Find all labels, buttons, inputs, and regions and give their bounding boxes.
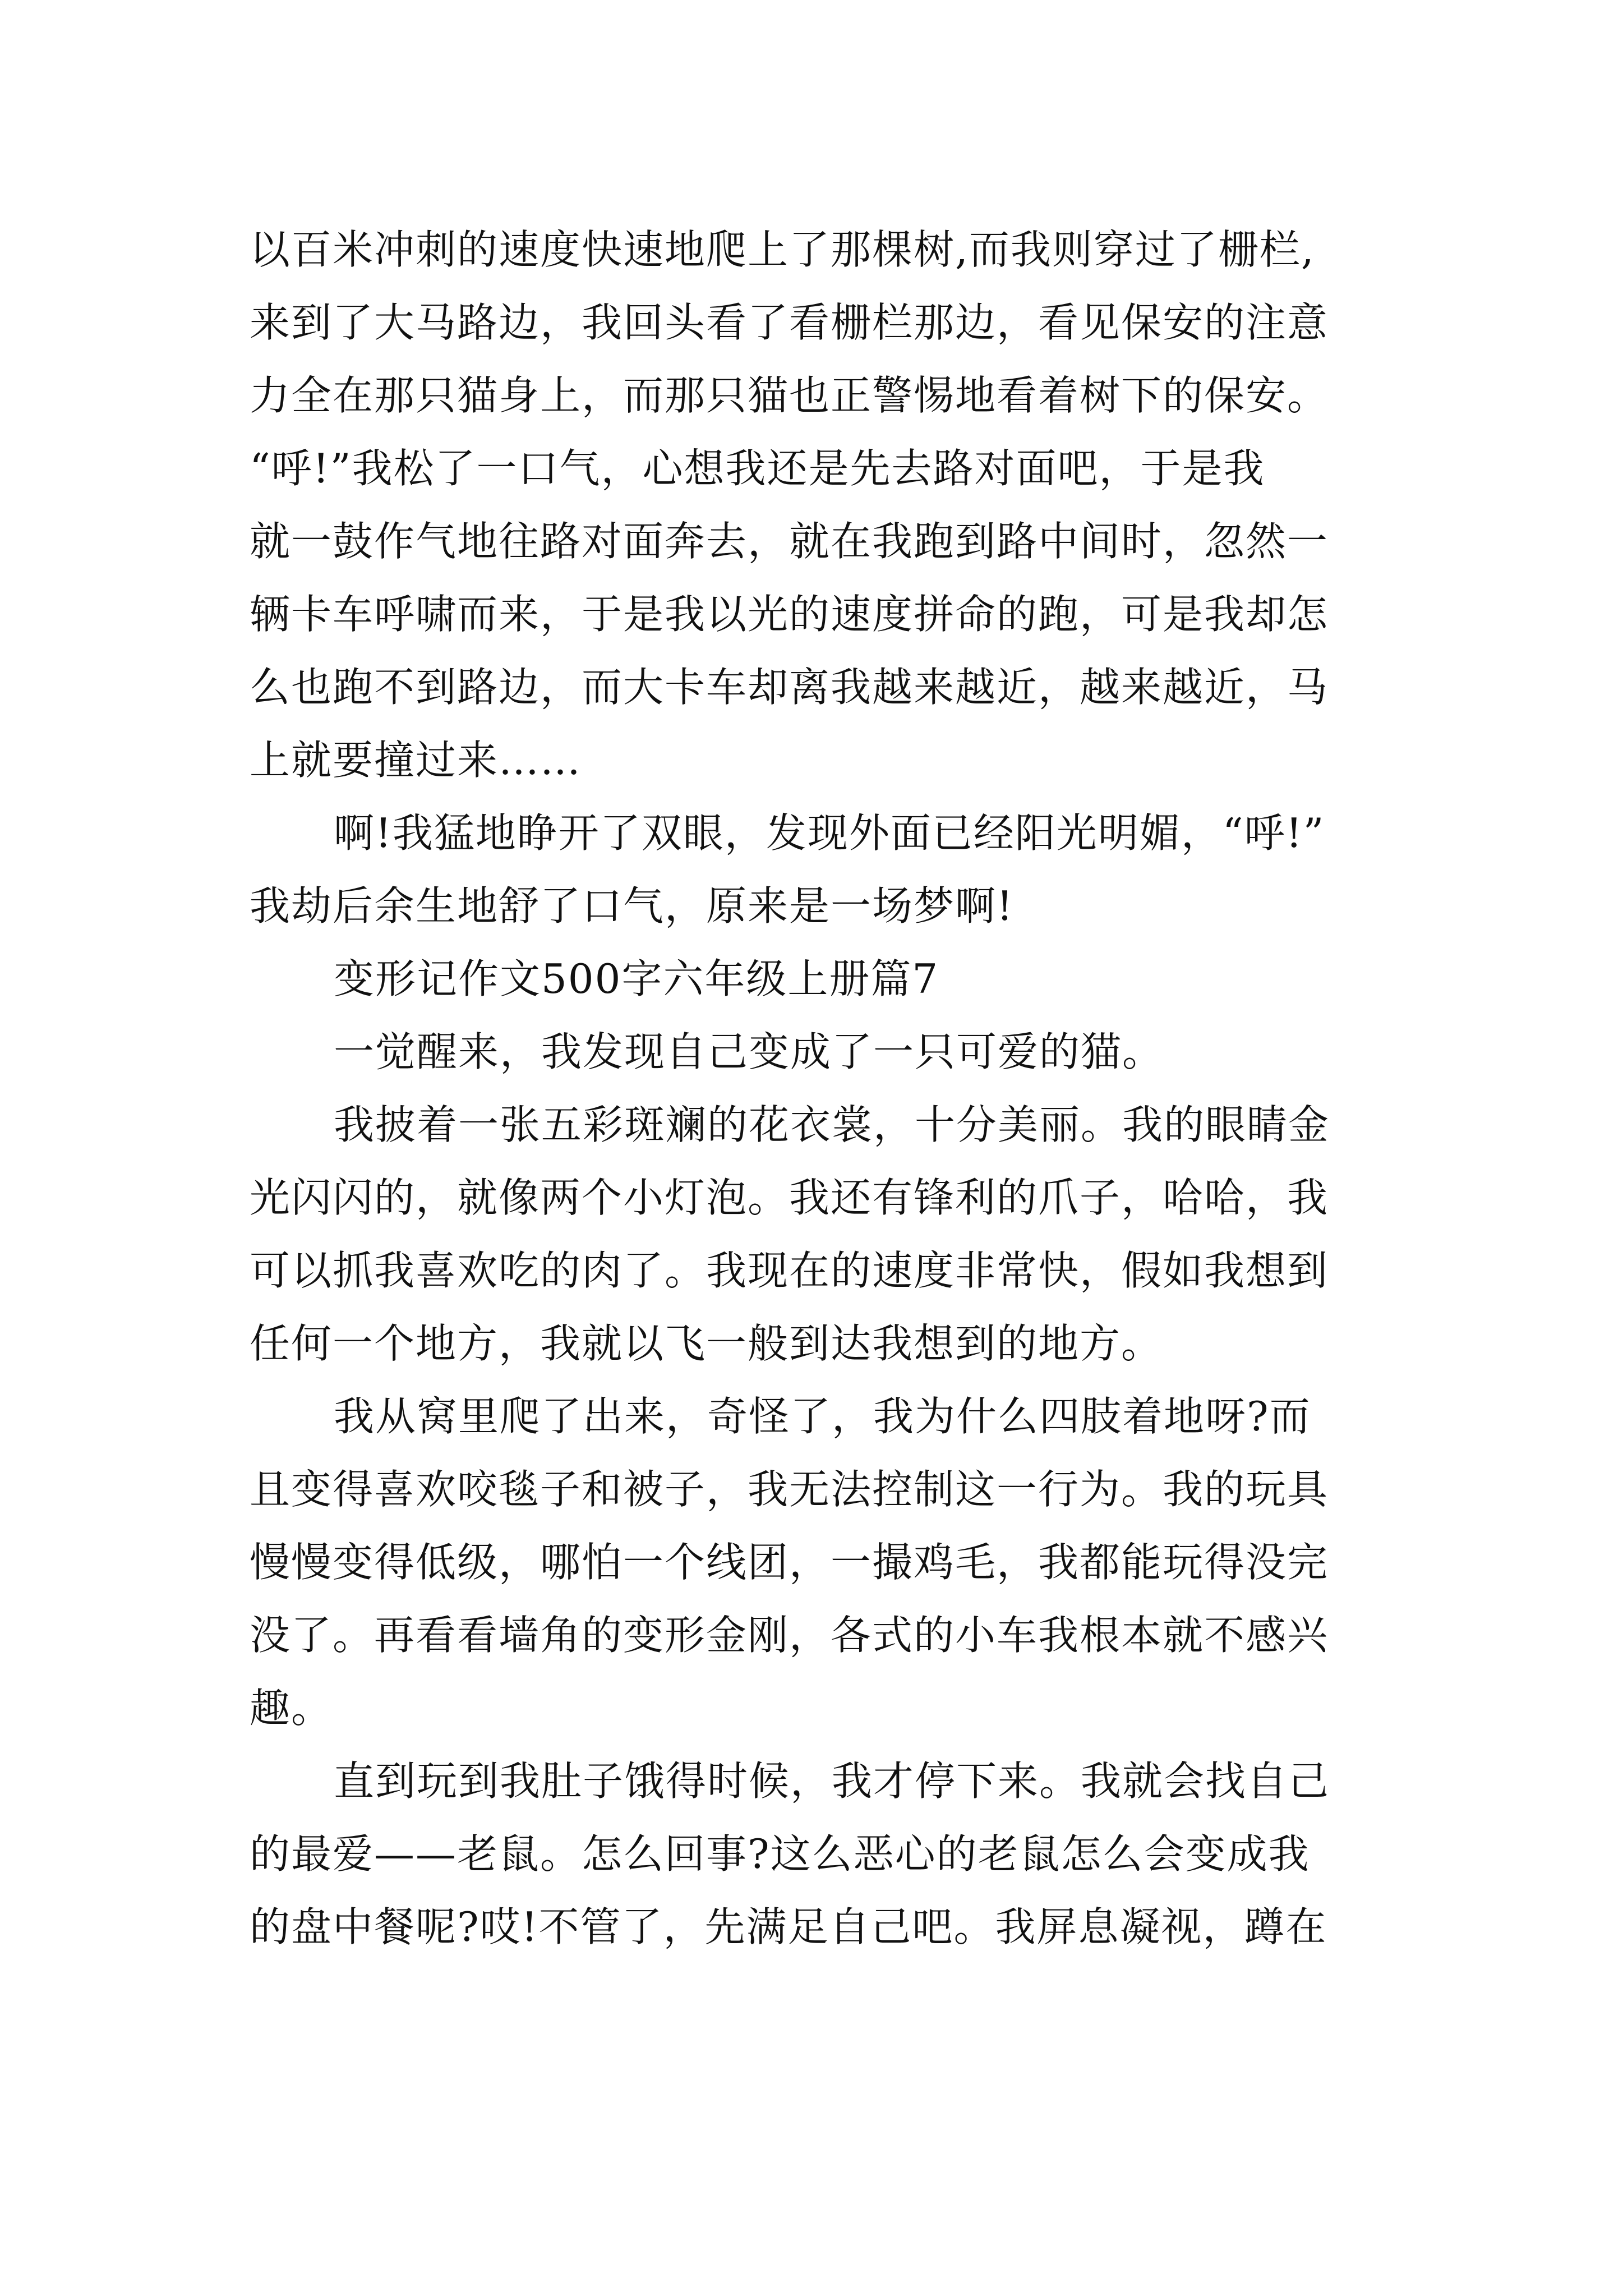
text-line: 直到玩到我肚子饿得时候，我才停下来。我就会找自己 [334, 1757, 1330, 1805]
text-line: 我劫后余生地舒了口气，原来是一场梦啊! [250, 882, 1014, 930]
text-line: 的盘中餐呢?哎!不管了，先满足自己吧。我屏息凝视，蹲在 [250, 1903, 1327, 1950]
text-line: 就一鼓作气地往路对面奔去，就在我跑到路中间时，忽然一 [250, 518, 1329, 565]
text-line: 慢慢变得低级，哪怕一个线团，一撮鸡毛，我都能玩得没完 [250, 1539, 1329, 1586]
text-line: 力全在那只猫身上，而那只猫也正警惕地看着树下的保安。 [250, 372, 1329, 419]
text-line: 任何一个地方，我就以飞一般到达我想到的地方。 [250, 1320, 1163, 1367]
section-heading: 变形记作文500字六年级上册篇7 [334, 955, 939, 1002]
text-line: 可以抓我喜欢吃的肉了。我现在的速度非常快，假如我想到 [250, 1247, 1329, 1294]
text-line: 趣。 [250, 1685, 333, 1732]
text-line: 上就要撞过来…… [250, 737, 582, 784]
text-line: 没了。再看看墙角的变形金刚，各式的小车我根本就不感兴 [250, 1612, 1329, 1659]
text-line: 来到了大马路边，我回头看了看栅栏那边，看见保安的注意 [250, 299, 1329, 346]
text-line: 啊!我猛地睁开了双眼，发现外面已经阳光明媚，“呼!” [334, 809, 1325, 857]
text-line: 我披着一张五彩斑斓的花衣裳，十分美丽。我的眼睛金 [334, 1101, 1330, 1148]
text-line: 且变得喜欢咬毯子和被子，我无法控制这一行为。我的玩具 [250, 1466, 1329, 1513]
text-line: 光闪闪的，就像两个小灯泡。我还有锋利的爪子，哈哈，我 [250, 1174, 1329, 1221]
text-line: 的最爱——老鼠。怎么回事?这么恶心的老鼠怎么会变成我 [250, 1830, 1310, 1878]
text-line: 么也跑不到路边，而大卡车却离我越来越近，越来越近，马 [250, 664, 1329, 711]
text-line: 一觉醒来，我发现自己变成了一只可爱的猫。 [334, 1028, 1164, 1075]
text-line: 辆卡车呼啸而来，于是我以光的速度拼命的跑，可是我却怎 [250, 591, 1329, 638]
text-line: 以百米冲刺的速度快速地爬上了那棵树,而我则穿过了栅栏, [250, 226, 1315, 273]
text-line: “呼!”我松了一口气，心想我还是先去路对面吧，于是我 [250, 445, 1265, 492]
text-line: 我从窝里爬了出来，奇怪了，我为什么四肢着地呀?而 [334, 1393, 1311, 1440]
